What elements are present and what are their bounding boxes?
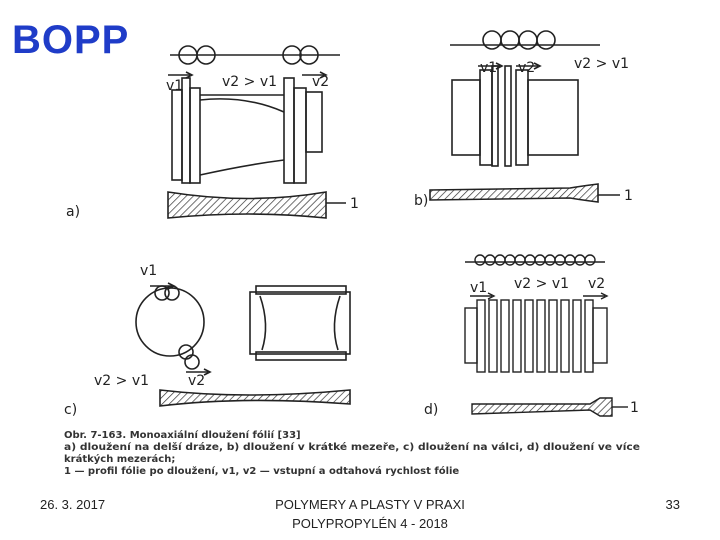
footer-line-1: POLYMERY A PLASTY V PRAXI (275, 497, 465, 512)
panel-d-profile-number: 1 (630, 400, 639, 416)
panel-c-drawing (136, 283, 350, 406)
figure-caption-line-4: 1 — profil fólie po dloužení, v1, v2 — vstupní a odtahová rychlost fólie (64, 466, 460, 477)
panel-b-v1-label: v1 (480, 60, 498, 76)
panel-c-v2-label: v2 (188, 373, 206, 389)
film-stretching-figure (60, 18, 660, 488)
footer-line-2: POLYPROPYLÉN 4 - 2018 (292, 516, 448, 531)
panel-d-v2-label: v2 (588, 276, 606, 292)
slide-title: BOPP (12, 18, 130, 62)
panel-a-cond-label: v2 > v1 (222, 74, 278, 90)
footer-date: 26. 3. 2017 (40, 497, 106, 512)
panel-d-label: d) (424, 402, 439, 418)
panel-a-label: a) (66, 204, 81, 220)
panel-b-profile-number: 1 (624, 188, 633, 204)
page-number: 33 (665, 497, 680, 512)
panel-a-drawing (168, 46, 346, 218)
panel-a-profile-number: 1 (350, 196, 359, 212)
panel-b-label: b) (414, 193, 429, 209)
panel-b-cond-label: v2 > v1 (574, 56, 630, 72)
footer-course-title (220, 495, 520, 533)
panel-c-cond-label: v2 > v1 (94, 373, 150, 389)
panel-b-v2-label: v2 (518, 60, 536, 76)
panel-d-cond-label: v2 > v1 (514, 276, 570, 292)
figure-caption-line-3: krátkých mezerách; (64, 454, 176, 465)
figure-caption-line-2: a) dloužení na delší dráze, b) dloužení v krátké mezeře, c) dloužení na válci, d) dloužení ve více (64, 442, 582, 453)
panel-d-v1-label: v1 (470, 280, 488, 296)
panel-c-v1-label: v1 (140, 263, 158, 279)
panel-c-label: c) (64, 402, 78, 418)
figure-caption-line-1: Obr. 7-163. Monoaxiální dloužení fólií [33] (64, 430, 301, 441)
panel-a-v2-label: v2 (312, 74, 330, 90)
panel-a-v1-label: v1 (166, 78, 184, 94)
